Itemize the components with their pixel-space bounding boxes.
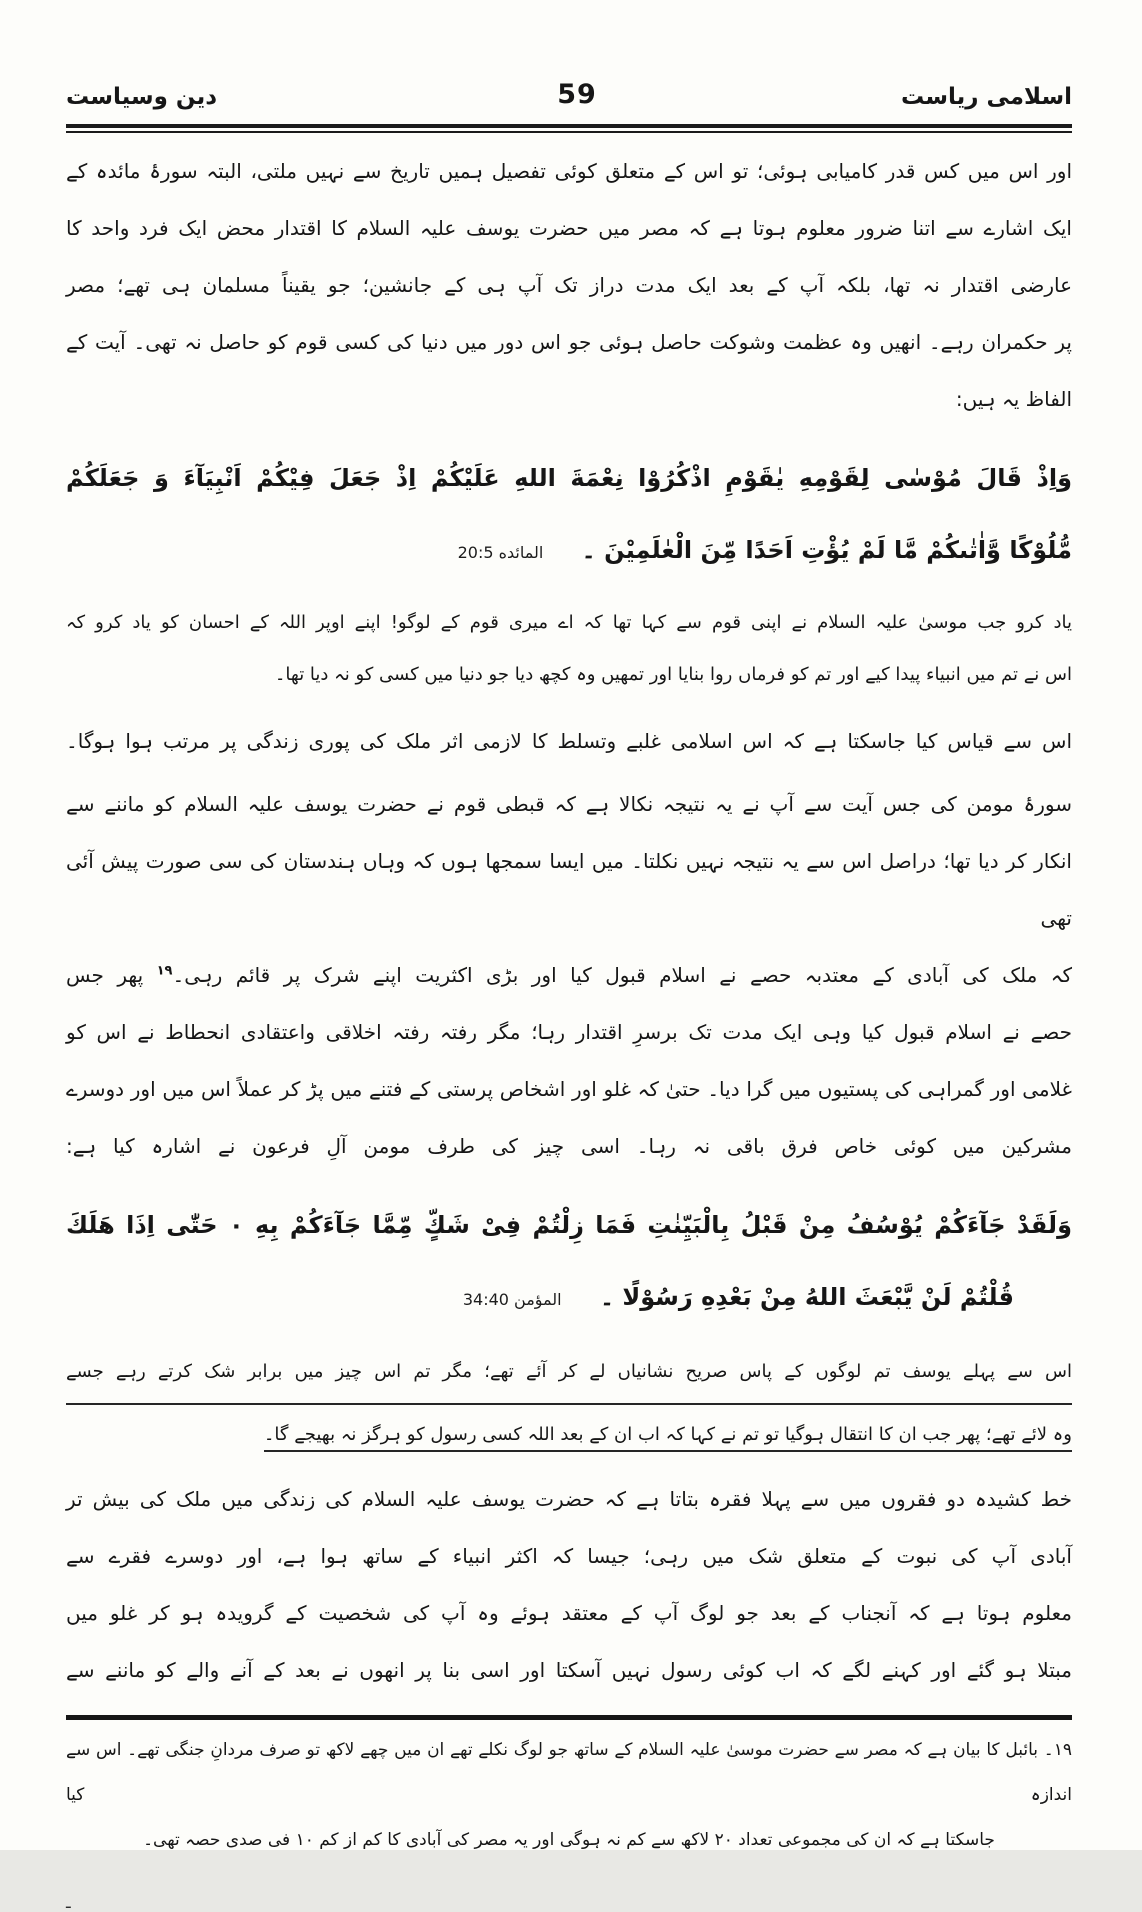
footnote-divider-rule <box>66 1715 1072 1720</box>
text-line: ایک اشارے سے اتنا ضرور معلوم ہوتا ہے کہ مصر میں حضرت یوسف علیہ السلام کا اقتدار محض ایک فرد واحد کا <box>66 216 1072 240</box>
footnote-line: جاسکتا ہے کہ ان کی مجموعی تعداد ۲۰ لاکھ سے کم نہ ہوگی اور یہ مصر کی آبادی کا کم از کم ۱۰ فی صدی حصہ تھی۔ <box>143 1830 995 1850</box>
paragraph-3-lower <box>66 1004 1072 1175</box>
text-line: اس نے تم میں انبیاء پیدا کیے اور تم کو فرماں روا بنایا اور تمھیں وہ کچھ دیا جو دنیا میں کسی کو نہ دیا تھا۔ <box>274 664 1072 685</box>
paragraph-4 <box>66 1471 1072 1699</box>
translation-2-underlined <box>66 1346 1072 1461</box>
footnote-section <box>66 1728 1072 1863</box>
text-line: اس سے قیاس کیا جاسکتا ہے کہ اس اسلامی غلبے وتسلط کا لازمی اثر ملک کی پوری زندگی پر مرتب ہوا ہوگا۔ <box>66 729 1072 753</box>
text-line: پر حکمران رہے۔ انھیں وہ عظمت وشوکت حاصل ہوئی جو اس دور میں دنیا کی کسی قوم کو حاصل نہ تھی۔ آیت کے <box>66 330 1072 354</box>
quran-verse-maidah <box>66 442 1072 589</box>
text-line: خط کشیدہ دو فقروں میں سے پہلا فقرہ بتاتا ہے کہ حضرت یوسف علیہ السلام کی زندگی میں ملک کی بیش تر <box>66 1487 1072 1511</box>
verse-line-with-reference <box>66 514 1072 589</box>
quran-verse-mumin <box>66 1189 1072 1336</box>
footnote-line: ۱۹۔ بائبل کا بیان ہے کہ مصر سے حضرت موسیٰ علیہ السلام کے ساتھ جو لوگ نکلے تھے ان میں چھے لاکھ تو صرف مردانِ جنگی تھے۔ اس سے اندازہ کیا <box>66 1740 1072 1805</box>
bottom-page-mark: ـ <box>66 1893 71 1912</box>
text-line: الفاظ یہ ہیں: <box>955 387 1072 411</box>
verse-line: وَاِذْ قَالَ مُوْسٰی لِقَوْمِهِ یٰقَوْمِ اذْكُرُوْا نِعْمَةَ اللهِ عَلَیْكُمْ اِذْ جَعَلَ فِیْكُمْ اَنْبِیَآءَ وَ جَعَلَكُمْ <box>66 464 1072 492</box>
text-line: سورۂ مومن کی جس آیت سے آپ نے یہ نتیجہ نکالا ہے کہ قبطی قوم نے حضرت یوسف علیہ السلام کو ماننے سے <box>66 792 1072 816</box>
footnote-marker-19: ۱۹ <box>156 963 173 979</box>
text-line: یاد کرو جب موسیٰ علیہ السلام نے اپنی قوم سے کہا تھا کہ اے میری قوم کے لوگو! اپنے اوپر اللہ کے احسان کو یاد کرو کہ <box>66 612 1072 633</box>
paragraph-1 <box>66 143 1072 428</box>
verse-reference: المائده 20:5 <box>457 543 544 562</box>
paragraph-2 <box>66 713 1072 770</box>
header-right-title: اسلامی ریاست <box>901 84 1072 110</box>
text-line: حصے نے اسلام قبول کیا وہی ایک مدت تک برسرِ اقتدار رہا؛ مگر رفتہ رفتہ اخلاقی واعتقادی انحطاط نے اس کو <box>66 1020 1072 1044</box>
underlined-text-line <box>66 1409 1072 1461</box>
text-line: انکار کر دیا تھا؛ دراصل اس سے یہ نتیجہ نہیں نکلتا۔ میں ایسا سمجھا ہوں کہ وہاں ہندستان کی سی صورت پیش آئی تھی <box>66 849 1072 930</box>
footnote-marker-line <box>66 947 1072 1004</box>
page-number: 59 <box>557 79 597 110</box>
text-line: مشرکین میں کوئی خاص فرق باقی نہ رہا۔ اسی چیز کی طرف مومن آلِ فرعون نے اشارہ کیا ہے: <box>66 1134 1072 1158</box>
text-line: غلامی اور گمراہی کی پستیوں میں گرا دیا۔ حتیٰ کہ غلو اور اشخاص پرستی کے فتنے میں پڑ کر عملاً اس میں اور دوسرے <box>66 1077 1072 1101</box>
text-line: اور اس میں کس قدر کامیابی ہوئی؛ تو اس کے متعلق کوئی تفصیل ہمیں تاریخ سے نہیں ملتی، البتہ سورۂ مائدہ کے <box>66 159 1072 183</box>
paragraph-3 <box>66 776 1072 1175</box>
verse-line-with-reference <box>66 1261 1072 1336</box>
text-line: مبتلا ہو گئے اور کہنے لگے کہ اب کوئی رسول نہیں آسکتا اور اسی بنا پر انھوں نے بعد کے آنے والے کو ماننے سے <box>66 1658 1072 1682</box>
marker-line-text: کہ ملک کی آبادی کے معتدبہ حصے نے اسلام قبول کیا اور بڑی اکثریت اپنے شرک پر قائم رہی۔ <box>172 963 1072 987</box>
marker-line-tail: پھر جس <box>66 963 157 987</box>
text-line: عارضی اقتدار نہ تھا، بلکہ آپ کے بعد ایک مدت دراز تک آپ ہی کے جانشین؛ جو یقیناً مسلمان ہی تھے؛ مصر <box>66 273 1072 297</box>
header-left-title: دین وسیاست <box>66 84 218 110</box>
verse-text: مُّلُوْكًا وَّاٰتٰىكُمْ مَّا لَمْ یُؤْتِ اَحَدًا مِّنَ الْعٰلَمِیْنَ ۔ <box>581 536 1072 564</box>
verse-text: قُلْتُمْ لَنْ یَّبْعَثَ اللهُ مِنْ بَعْدِهِ رَسُوْلًا ۔ <box>599 1283 1014 1311</box>
paragraph-3-upper <box>66 776 1072 947</box>
underlined-text-line: اس سے پہلے یوسف تم لوگوں کے پاس صریح نشانیاں لے کر آئے تھے؛ مگر تم اس چیز میں برابر شک کرتے رہے جسے <box>66 1346 1072 1405</box>
page-header <box>66 56 1072 110</box>
header-divider-rule <box>66 124 1072 133</box>
verse-line: وَلَقَدْ جَآءَكُمْ یُوْسُفُ مِنْ قَبْلُ بِالْبَیِّنٰتِ فَمَا زِلْتُمْ فِیْ شَكٍّ مِّمَّا جَآءَكُمْ بِهِ ۰ حَتّٰی اِذَا هَلَكَ <box>66 1211 1072 1239</box>
text-line: آبادی آپ کی نبوت کے متعلق شک میں رہی؛ جیسا کہ اکثر انبیاء کے ساتھ ہوا ہے، اور دوسرے فقرے سے <box>66 1544 1072 1568</box>
text-line: معلوم ہوتا ہے کہ آنجناب کے بعد جو لوگ آپ کے معتقد ہوئے وہ آپ کی شخصیت کے گرویدہ ہو کر غلو میں <box>66 1601 1072 1625</box>
underlined-text: وہ لائے تھے؛ پھر جب ان کا انتقال ہوگیا تو تم نے کہا کہ اب ان کے بعد اللہ کسی رسول کو ہرگز نہ بھیجے گا۔ <box>264 1424 1072 1452</box>
verse-reference: المؤمن 34:40 <box>462 1290 562 1309</box>
translation-1 <box>66 597 1072 701</box>
